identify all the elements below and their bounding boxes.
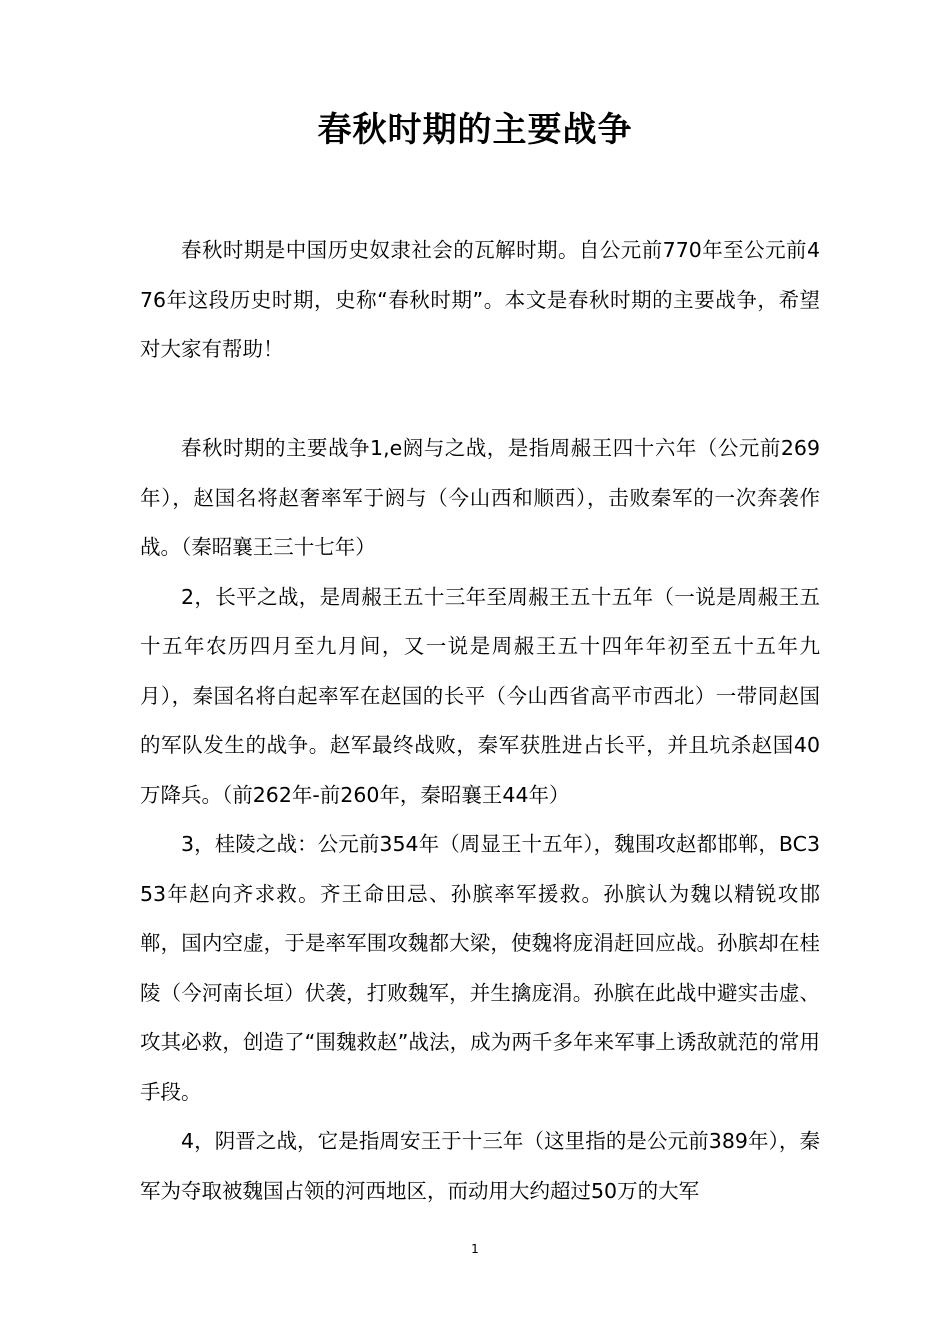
- paragraph-battle-3: 3，桂陵之战：公元前354年（周显王十五年），魏围攻赵都邯郸，BC353年赵向齐求救。齐王命田忌、孙膑率军援救。孙膑认为魏以精锐攻邯郸，国内空虚，于是率军围攻魏都大梁，使魏将庞涓赶回应战。孙膑却在桂陵（今河南长垣）伏袭，打败魏军，并生擒庞涓。孙膑在此战中避实击虚、攻其必救，创造了“围魏救赵”战法，成为两千多年来军事上诱敌就范的常用手段。: [140, 832, 820, 1104]
- paragraph-battle-1: 春秋时期的主要战争1,e阏与之战，是指周赧王四十六年（公元前269年），赵国名将赵奢率军于阏与（今山西和顺西），击败秦军的一次奔袭作战。（秦昭襄王三十七年）: [140, 436, 820, 559]
- document-title: 春秋时期的主要战争: [317, 110, 633, 150]
- paragraph-intro: 春秋时期是中国历史奴隶社会的瓦解时期。自公元前770年至公元前476年这段历史时期，史称“春秋时期”。本文是春秋时期的主要战争，希望对大家有帮助！: [140, 238, 820, 361]
- page-number: 1: [471, 1242, 479, 1256]
- paragraph-gap: [140, 375, 820, 425]
- paragraph-battle-4: 4，阴晋之战，它是指周安王于十三年（这里指的是公元前389年），秦军为夺取被魏国占领的河西地区，而动用大约超过50万的大军: [140, 1129, 820, 1203]
- paragraph-battle-2: 2，长平之战，是周赧王五十三年至周赧王五十五年（一说是周赧王五十五年农历四月至九月间，又一说是周赧王五十四年年初至五十五年九月），秦国名将白起率军在赵国的长平（今山西省高平市西北）一带同赵国的军队发生的战争。赵军最终战败，秦军获胜进占长平，并且坑杀赵国40万降兵。（前262年-前260年，秦昭襄王44年）: [140, 584, 820, 807]
- document-body: [140, 226, 820, 1216]
